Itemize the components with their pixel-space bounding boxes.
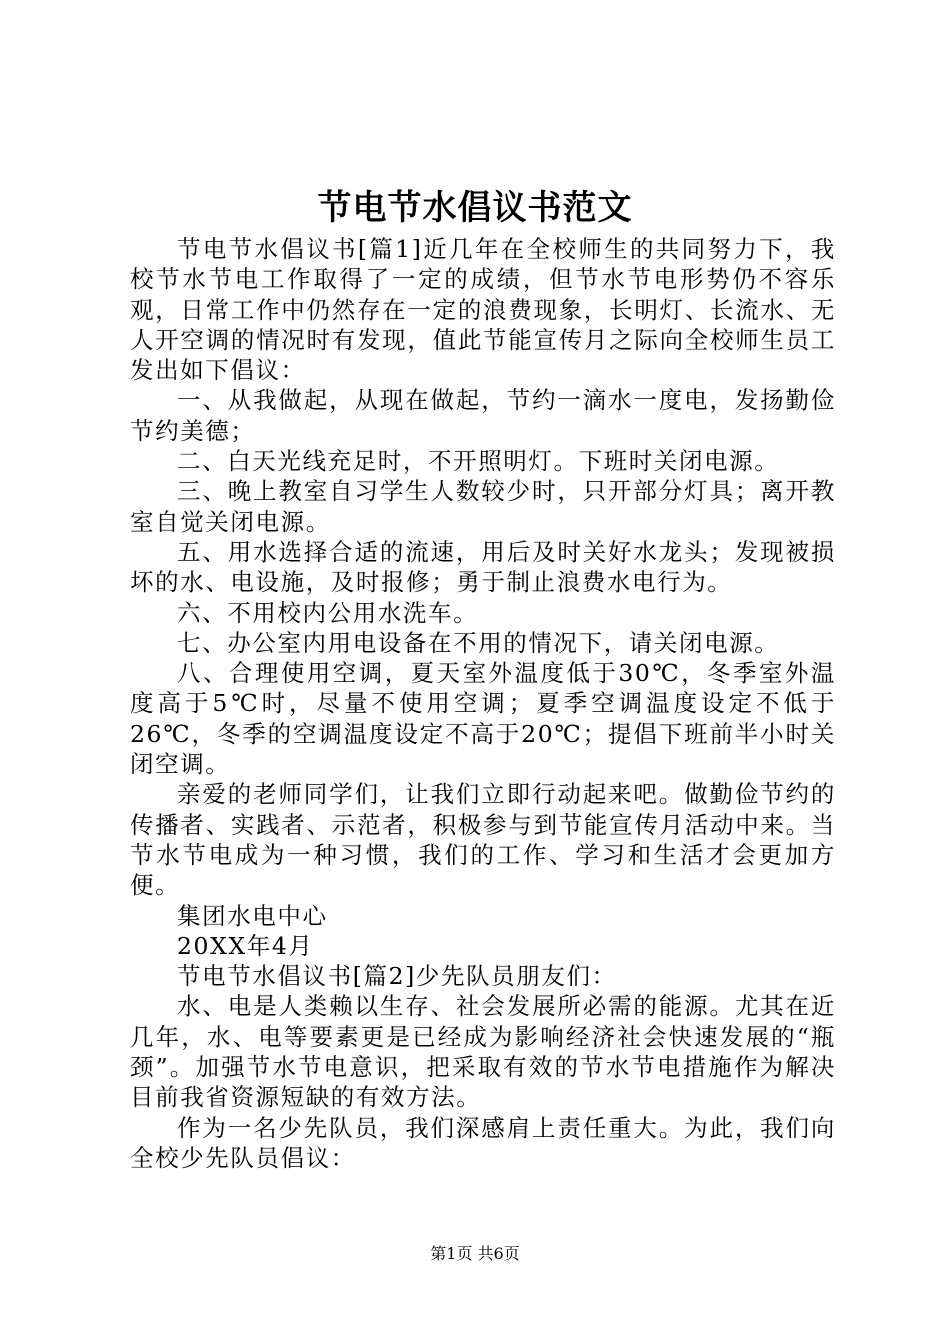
page-number-footer: 第1页 共6页 [430,1244,520,1263]
document-title: 节电节水倡议书范文 [317,188,633,228]
paragraph-part2-body: 水、电是人类赖以生存、社会发展所必需的能源。尤其在近几年，水、电等要素更是已经成为影响经济社会快速发展的“瓶颈”。加强节水节电意识，把采取有效的节水节电措施作为解决目前我省资源短缺的有效方法。 [130,992,836,1112]
paragraph-item-8: 八、合理使用空调，夏天室外温度低于30℃，冬季室外温度高于5℃时，尽量不使用空调；夏季空调温度设定不低于26℃，冬季的空调温度设定不高于20℃；提倡下班前半小时关闭空调。 [130,659,836,779]
paragraph-item-1: 一、从我做起，从现在做起，节约一滴水一度电，发扬勤俭节约美德； [130,386,836,445]
paragraph-part2-appeal: 作为一名少先队员，我们深感肩上责任重大。为此，我们向全校少先队员倡议： [130,1113,836,1172]
paragraph-part2-heading: 节电节水倡议书[篇2]少先队员朋友们： [177,962,617,991]
document-body [130,234,836,1173]
paragraph-date: 20XX年4月 [177,931,314,960]
paragraph-closing: 亲爱的老师同学们，让我们立即行动起来吧。做勤俭节约的传播者、实践者、示范者，积极参与到节能宣传月活动中来。当节水节电成为一种习惯，我们的工作、学习和生活才会更加方便。 [130,780,836,900]
paragraph-item-6: 六、不用校内公用水洗车。 [177,598,479,627]
paragraph-item-5: 五、用水选择合适的流速，用后及时关好水龙头；发现被损坏的水、电设施，及时报修；勇于制止浪费水电行为。 [130,537,836,597]
paragraph-signature: 集团水电中心 [177,901,328,930]
paragraph-item-3: 三、晚上教室自习学生人数较少时，只开部分灯具；离开教室自觉关闭电源。 [130,477,836,536]
paragraph-intro: 节电节水倡议书[篇1]近几年在全校师生的共同努力下，我校节水节电工作取得了一定的成绩，但节水节电形势仍不容乐观，日常工作中仍然存在一定的浪费现象，长明灯、长流水、无人开空调的情况时有发现，值此节能宣传月之际向全校师生员工发出如下倡议： [130,235,836,385]
paragraph-item-7: 七、办公室内用电设备在不用的情况下，请关闭电源。 [177,628,780,657]
paragraph-item-2: 二、白天光线充足时，不开照明灯。下班时关闭电源。 [177,447,780,476]
